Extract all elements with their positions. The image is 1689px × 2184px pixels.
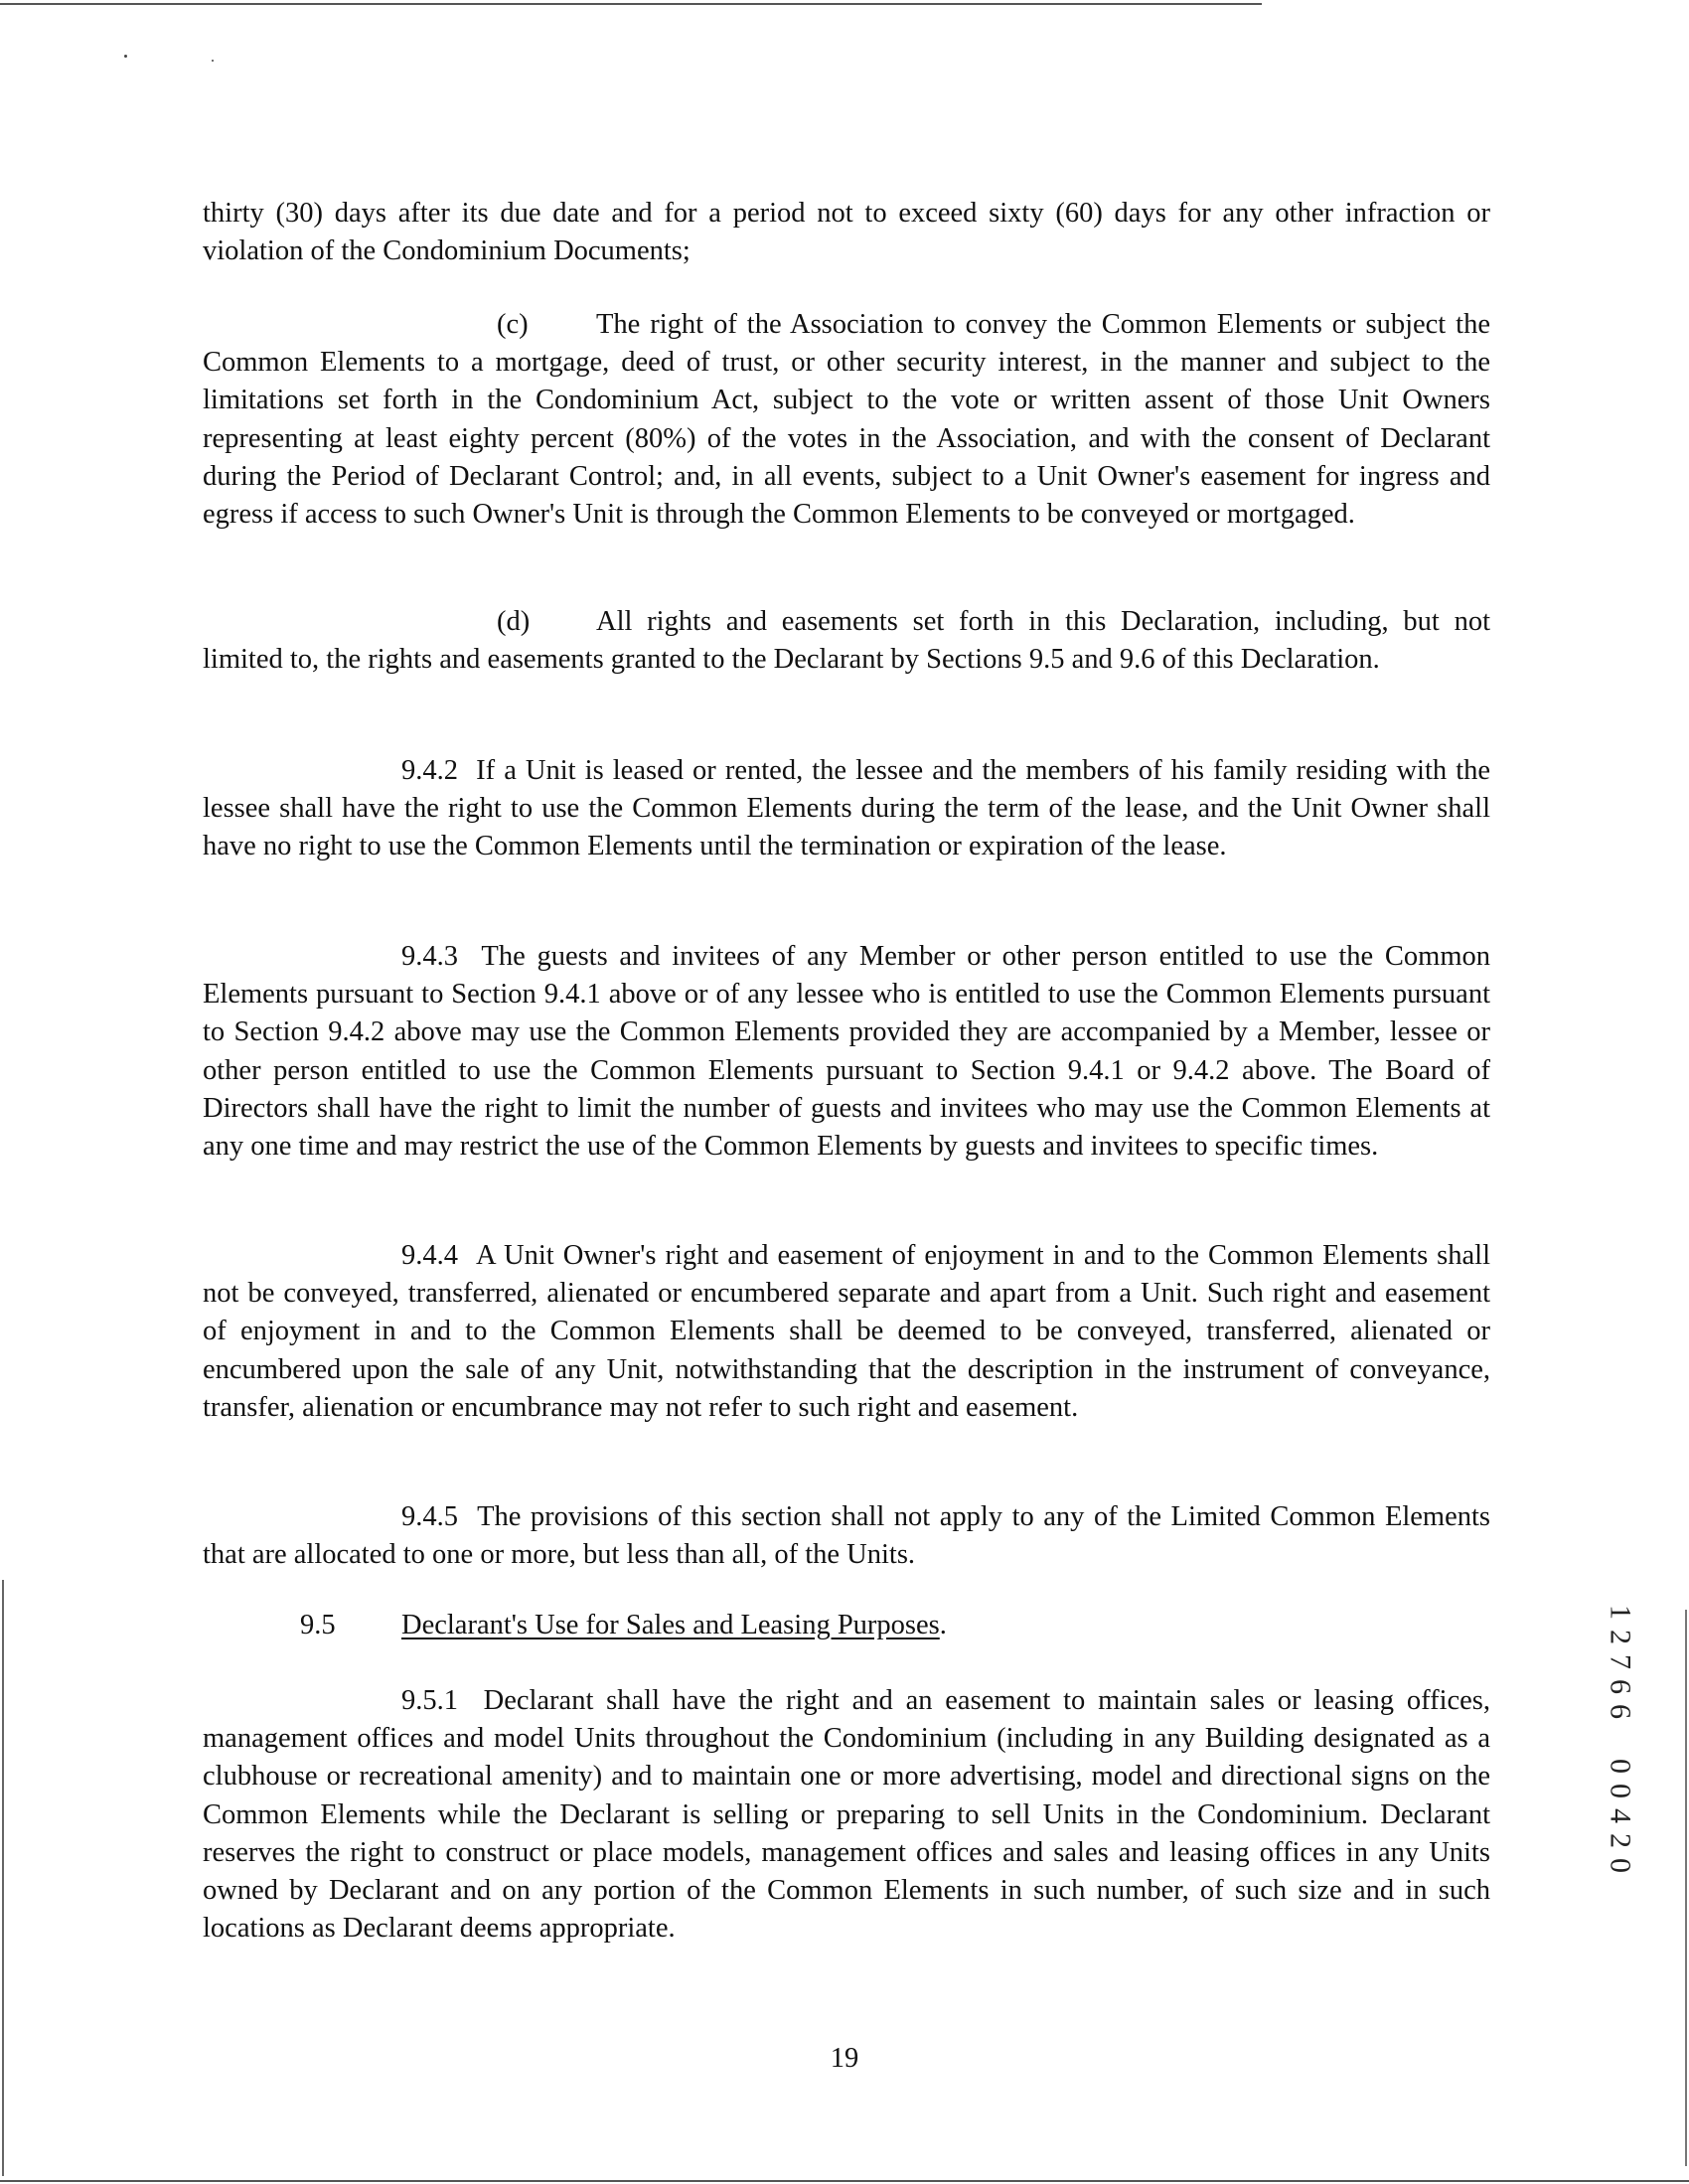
heading-period: . [939, 1610, 947, 1640]
paragraph-text: The provisions of this section shall not apply to any of the Limited Common Elements that are allocated to one or more, but less than all, of the Units. [203, 1501, 1490, 1571]
stamp-digit: 0 [1604, 1784, 1637, 1798]
paragraph-text: If a Unit is leased or rented, the lessee and the members of his family residing with the lessee shall have the right to use the Common Elements during the term of the lease, and the Unit Owner shall have no right to use the Common Elements until the termination or expiration of the lease. [203, 755, 1491, 862]
section-heading-9-5 [300, 1607, 947, 1644]
section-9-4-5 [203, 1498, 1490, 1574]
section-number: 9.5.1 [401, 1685, 458, 1716]
page-number: 19 [830, 2043, 859, 2074]
section-number: 9.4.4 [401, 1240, 458, 1271]
section-number: 9.4.2 [401, 755, 458, 786]
paragraph-text: A Unit Owner's right and easement of enjoyment in and to the Common Elements shall not be conveyed, transferred, alienated or encumbered separate and apart from a Unit. Such right and easement of enjoyment in and to the Common Elements shall be deemed to be conveyed, transferred, alienated or encumbered upon the sale of any Unit, notwithstanding that the description in the instrument of conveyance, transfer, alienation or encumbrance may not refer to such right and easement. [203, 1240, 1490, 1423]
paragraph-text: All rights and easements set forth in this Declaration, including, but not limited to, the rights and easements granted to the Declarant by Sections 9.5 and 9.6 of this Declaration. [203, 606, 1490, 676]
paragraph-text: Declarant shall have the right and an easement to maintain sales or leasing offices, management offices and model Units throughout the Condominium (including in any Building designated as a clubhouse or recreational amenity) and to maintain one or more advertising, model and directional signs on the Common Elements while the Declarant is selling or preparing to sell Units in the Condominium. Declarant reserves the right to construct or place models, management offices and sales and leasing offices in any Units owned by Declarant and on any portion of the Common Elements in such number, of such size and in such locations as Declarant deems appropriate. [203, 1685, 1491, 1945]
paragraph-text: The right of the Association to convey the Common Elements or subject the Common Elements to a mortgage, deed of trust, or other security interest, in the manner and subject to the limitations set forth in the Condominium Act, subject to the vote or written assent of those Unit Owners representing at least eighty percent (80%) of the votes in the Association, and with the consent of Declarant during the Period of Declarant Control; and, in all events, subject to a Unit Owner's easement for ingress and egress if access to such Owner's Unit is through the Common Elements to be conveyed or mortgaged. [203, 309, 1490, 531]
scan-edge-right [1685, 1610, 1687, 2166]
section-9-5-1 [203, 1682, 1490, 1948]
stamp-digit: 2 [1604, 1833, 1637, 1848]
stamp-digit: 2 [1604, 1630, 1637, 1644]
stamp-digit: 0 [1604, 1759, 1637, 1774]
stamp-digit: 7 [1604, 1654, 1637, 1669]
stamp-digit: 1 [1604, 1605, 1637, 1620]
paragraph-label: (c) [497, 309, 529, 340]
section-number: 9.4.3 [401, 941, 458, 972]
stamp-digit: 4 [1604, 1808, 1637, 1823]
section-9-4-3 [203, 938, 1490, 1166]
paragraph-c [203, 306, 1490, 534]
stamp-digit: 6 [1604, 1704, 1637, 1719]
stamp-digit: 0 [1604, 1858, 1637, 1873]
margin-recording-stamp [1606, 1600, 1635, 1878]
heading-number: 9.5 [300, 1610, 336, 1640]
paragraph-d [203, 603, 1490, 679]
paragraph-text: The guests and invitees of any Member or other person entitled to use the Common Elements pursuant to Section 9.4.1 above or of any lessee who is entitled to use the Common Elements pursuant to Section 9.4.2 above may use the Common Elements provided they are accompanied by a Member, lessee or other person entitled to use the Common Elements pursuant to Section 9.4.1 or 9.4.2 above. The Board of Directors shall have the right to limit the number of guests and invitees who may use the Common Elements at any one time and may restrict the use of the Common Elements by guests and invitees to specific times. [203, 941, 1490, 1163]
paragraph-continuation [203, 195, 1490, 270]
heading-title: Declarant's Use for Sales and Leasing Purposes [401, 1610, 940, 1640]
scan-edge-top [0, 3, 1262, 5]
stamp-digit: 6 [1604, 1679, 1637, 1694]
section-9-4-2 [203, 752, 1490, 866]
paragraph-label: (d) [497, 606, 531, 637]
section-number: 9.4.5 [401, 1501, 458, 1532]
section-9-4-4 [203, 1237, 1490, 1427]
scan-speck [212, 60, 214, 62]
scan-edge-bottom [0, 2180, 1689, 2182]
scan-speck [124, 55, 127, 58]
paragraph-text: thirty (30) days after its due date and for a period not to exceed sixty (60) days for any other infraction or violation of the Condominium Documents; [203, 198, 1490, 267]
scan-edge-left [2, 1580, 4, 2176]
